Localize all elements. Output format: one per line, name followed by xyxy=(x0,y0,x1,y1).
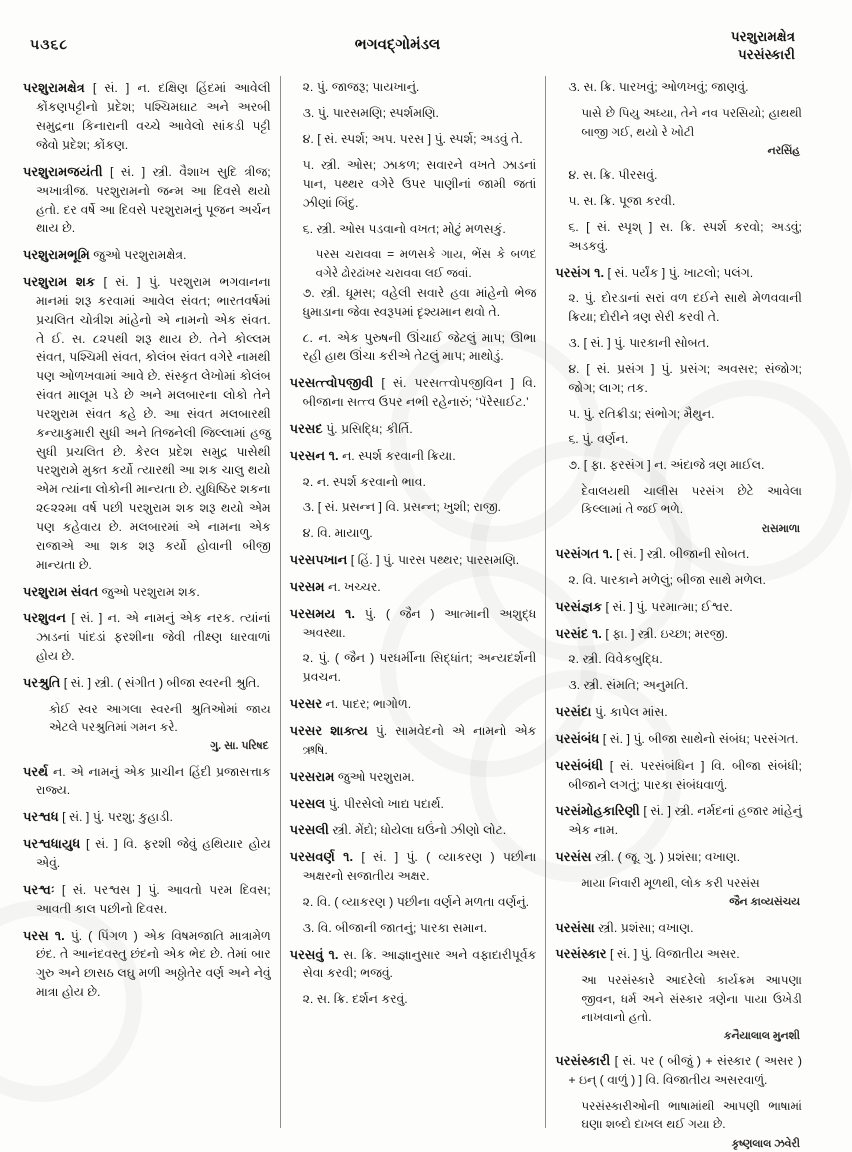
dictionary-entry xyxy=(555,263,802,283)
entry-text: [ સં. પરશ્વસ ] પું. આવતો પરમ દિવસ; આવતી કાલ પછીનો દિવસ. xyxy=(36,882,271,916)
entry-text: ૩. [ સં. પ્રસન્ન ] વિ. પ્રસન્ન; ખુશી; રાજી. xyxy=(302,500,501,515)
sense-item xyxy=(290,284,537,322)
entry-text: ૨. વિ. ( વ્યાકરણ ) પછીના વર્ણને મળતા વર્ણનું. xyxy=(302,894,530,909)
entry-text: કોઈ સ્વર આગલા સ્વરની શ્રુતિઓમાં જાય એટલે પરશ્રુતિમાં ગમન કરે. xyxy=(49,701,271,734)
dictionary-entry xyxy=(555,702,802,722)
citation xyxy=(555,1136,800,1152)
entry-text: પરસંસ્કારીઓની ભાષામાંથી આપણી ભાષામાં ઘણા શબ્દો દાખલ થઈ ગયા છે. xyxy=(581,1099,802,1132)
entry-text: જુઓ પરશુરામ. xyxy=(337,769,415,784)
citation xyxy=(555,521,800,537)
entry-text: જૈન કાવ્યસંચય xyxy=(729,896,800,909)
sense-item xyxy=(555,166,802,185)
headword: પરસંસ્કાર xyxy=(555,946,607,962)
entry-text: [ સં. ] ન. એ નામનું એક નરક. ત્યાંનાં ઝાડનાં પાંદડાં ફરશીના જેવી તીક્ષ્ણ ધારવાળાં હોય છે. xyxy=(36,611,271,664)
headword: પરર્થ xyxy=(23,763,49,779)
dictionary-entry xyxy=(555,624,802,644)
entry-text: પું. ( પિંગળ ) એક વિષમજાતિ માત્રામેળ છંદ. તે આનંદવસ્તુ છંદનો એક ભેદ છે. તેમાં બાર ગુરુ અને છાસઠ લઘુ મળી અઠ્ઠોતેર વર્ણ અને નેવું માત્રા હોય છે. xyxy=(36,928,271,1000)
page-number: ૫૩૬૮ xyxy=(30,36,69,52)
entry-text: [ સં. ] પું. ( વ્યાકરણ ) પછીના અક્ષરનો સજાતીય અક્ષર. xyxy=(302,850,537,884)
entry-text: ૩. સ્ત્રી. સંમતિ; અનુમતિ. xyxy=(568,678,689,693)
headword: પરસદ xyxy=(289,420,323,436)
entry-text: ૩. વિ. બીજાની જાતનું; પારકા સમાન. xyxy=(302,920,488,935)
headword: પરસંસા xyxy=(555,919,595,935)
quote-line xyxy=(23,700,271,736)
headword: પરશ્વધાયુધ xyxy=(23,836,81,852)
sense-item xyxy=(555,218,802,256)
entry-text: [ હિં. ] પું. પારસ પથ્થર; પારસમણિ. xyxy=(350,553,520,568)
entry-text: ન. એ નામનું એક પ્રાચીન હિંદી પ્રજાસત્તાક રાજ્ય. xyxy=(36,764,271,798)
column-1 xyxy=(14,76,280,1128)
citation xyxy=(23,738,269,754)
entry-text: [ સં. ] પું. વિજાતીય અસર. xyxy=(609,947,740,962)
guide-word-first: પરશુરામક્ષેત્ર xyxy=(730,29,795,44)
entry-text: [ સં. પર્યંક ] પું. ખાટલો; પલંગ. xyxy=(607,265,754,280)
entry-text: પું. ( જૈન ) આત્માની અશુદ્ધ અવસ્થા. xyxy=(302,606,537,640)
entry-text: કૃષ્ણલાલ ઝવેરી xyxy=(731,1137,800,1150)
dictionary-entry xyxy=(23,926,271,1002)
headword: પરસપખાન xyxy=(289,552,348,568)
entry-text: [ સં. ] ન. દક્ષિણ હિંદમાં આવેલી કોંકણપટ્ટીનો પ્રદેશ; પશ્ચિમઘાટ અને અરબી સમુદ્રના કિનારાની વચ્ચે આવેલો સાંકડી પટ્ટી જેવો પ્રદેશ; કોંકણ. xyxy=(36,81,271,152)
entry-text: ૩. સ. ક્રિ. પારખવું; ઓળખવું; જાણવું. xyxy=(568,80,749,95)
entry-text: પું. કાપેલ માંસ. xyxy=(594,705,668,720)
entry-text: ૬. પું. વર્ણન. xyxy=(568,432,629,447)
entry-text: [ સં. ] પું. બીજા સાથેનો સંબંધ; પરસંગત. xyxy=(602,731,799,746)
headword: પરસવું ૧. xyxy=(289,946,339,962)
dictionary-entry xyxy=(290,446,537,466)
dictionary-entry xyxy=(555,847,802,867)
entry-text: [ સં. પરસત્ત્વોપજીવિન ] વિ. બીજાના સત્ત્વ ઉપર નભી રહેનારું; ‘પૅરેસાઈટ.’ xyxy=(302,376,537,410)
quote-line xyxy=(555,971,802,1026)
entry-text: ગુ. સા. પરિષદ xyxy=(210,740,269,753)
sense-item xyxy=(290,498,537,517)
dictionary-entry xyxy=(290,419,537,439)
dictionary-entry xyxy=(555,756,802,795)
columns xyxy=(14,76,811,1150)
headword: પરશ્વધ xyxy=(23,809,59,825)
sense-item xyxy=(290,156,537,213)
headword: પરસંજ્ઞક xyxy=(555,598,603,614)
sense-item xyxy=(555,676,802,695)
entry-text: ૭. સ્ત્રી. ધૂમસ; વહેલી સવારે હવા માંહેનો ભેજ ધુમાડાના જેવા સ્વરૂપમાં દૃશ્યમાન થવો તે. xyxy=(302,285,537,319)
entry-text: [ સં. પર ( બીજું ) + સંસ્કાર ( અસર ) + ઇન્ ( વાળું ) ] વિ. વિજાતીય અસરવાળું. xyxy=(568,1054,802,1088)
entry-text: ૩. પું. પારસમણિ; સ્પર્શમણિ. xyxy=(302,106,440,121)
sense-item xyxy=(290,524,537,543)
dictionary-entry xyxy=(290,721,537,760)
quote-line xyxy=(555,104,802,140)
entry-text: પું. પ્રસિદ્ધિ; કીર્તિ. xyxy=(326,421,413,436)
headword: પરસત્ત્વોપજીવી xyxy=(289,375,374,391)
entry-text: પાસે છે પિયુ અધ્યા, તેને નવ પરસિયો; હાથથી બાજી ગઈ, થયો રે ખોટી xyxy=(581,106,802,139)
entry-text: ૭. [ ફા. ફરસંગ ] ન. અંદાજે ત્રણ માઈલ. xyxy=(568,458,765,473)
dictionary-entry xyxy=(555,944,802,964)
entry-text: સ્ત્રી. મેંદો; ધોયેલા ઘઉંનો ઝીણો લોટ. xyxy=(332,823,507,838)
headword: પરસર xyxy=(289,696,323,712)
headword: પરસમય ૧. xyxy=(289,605,356,621)
dictionary-entry xyxy=(290,550,537,570)
entry-text: ૬. સ્ત્રી. ઓસ પડવાનો વખત; મોટું મળસકું. xyxy=(302,221,506,236)
dictionary-entry xyxy=(290,945,537,984)
entry-text: [ સં. ] સ્ત્રી. બીજાની સોબત. xyxy=(616,547,750,561)
entry-text: જુઓ પરશુરામક્ષેત્ર. xyxy=(93,248,187,263)
quote-line xyxy=(555,874,802,892)
entry-text: ન. ખચ્ચર. xyxy=(327,579,381,594)
entry-text: ૨. ન. સ્પર્શ કરવાનો ભાવ. xyxy=(302,474,426,489)
sense-item xyxy=(290,990,537,1009)
sense-item xyxy=(555,650,802,669)
entry-text: ૫. સ. ક્રિ. પૂજા કરવી. xyxy=(568,194,676,208)
citation xyxy=(555,894,800,910)
dictionary-entry xyxy=(23,608,271,666)
sense-item xyxy=(555,360,802,398)
sense-item xyxy=(290,78,537,97)
entry-text: ૪. વિ. માયાળુ. xyxy=(302,526,373,541)
dictionary-entry xyxy=(23,807,271,827)
headword: પરસંબંધ xyxy=(555,730,600,746)
sense-item xyxy=(555,405,802,424)
guide-word-last: પરસંસ્કારી xyxy=(737,47,795,63)
entry-text: [ સં. ] પું. પરમાત્મા; ઈશ્વર. xyxy=(605,599,733,614)
headword: પરશુરામભૂમિ xyxy=(23,247,90,263)
dictionary-entry xyxy=(290,694,537,714)
dictionary-entry xyxy=(23,834,271,873)
sense-item xyxy=(290,130,537,149)
citation xyxy=(555,143,800,159)
dictionary-entry xyxy=(290,820,537,840)
sense-item xyxy=(555,430,802,449)
dictionary-entry xyxy=(555,729,802,749)
dictionary-entry xyxy=(555,801,802,840)
headword: પરસરામ xyxy=(289,768,335,784)
dictionary-entry xyxy=(290,767,537,787)
dictionary-entry xyxy=(290,794,537,814)
dictionary-entry xyxy=(555,597,802,617)
entry-text: નરસિંહ xyxy=(767,144,800,157)
quote-line xyxy=(290,245,537,281)
entry-text: ૫. સ્ત્રી. ઓસ; ઝાકળ; સવારને વખતે ઝાડનાં પાન, પથ્થર વગેરે ઉપર પાણીનાં જામી જતાં ઝીણાં બિંદુ. xyxy=(302,157,537,210)
headword: પરશ્વઃ xyxy=(23,881,55,897)
dictionary-entry xyxy=(290,577,537,597)
sense-item xyxy=(290,220,537,239)
entry-text: ૨. પું. દોરડાનાં સરાં વળ દઈને સાથે મેળવવાની ક્રિયા; દોરીને ત્રણ સેરી કરવી તે. xyxy=(568,291,802,325)
entry-text: ૪. સ. ક્રિ. પીરસવું. xyxy=(568,168,658,183)
entry-text: ૨. વિ. પારકાને મળેલું; બીજા સાથે મળેલ. xyxy=(568,572,766,587)
guide-words xyxy=(645,28,795,64)
entry-text: ૪. [ સં. પ્રસંગ ] પું. પ્રસંગ; અવસર; સંજોગ; જોગ; લાગ; તક. xyxy=(568,361,802,395)
dictionary-entry xyxy=(23,78,271,154)
sense-item xyxy=(290,649,537,687)
entry-text: આ પરસંસ્કારે આદરેલો કાર્યક્રમ આપણા જીવન, ધર્મ અને સંસ્કાર ત્રણેના પાયા ઉખેડી નાખવાનો હતો. xyxy=(581,973,802,1024)
sense-item xyxy=(555,456,802,475)
entry-text: [ સં. ] પું. પરશુ; કુહાડી. xyxy=(62,810,173,825)
entry-text: ૪. [ સં. સ્પર્શ; અપ. પરસ ] પું. સ્પર્શ; અડવું તે. xyxy=(302,132,523,147)
headword: પરશુરામ સંવત xyxy=(23,583,99,599)
entry-text: કનૈયાલાલ મુનશી xyxy=(723,1030,800,1042)
book-title: ભગવદ્ગોમંડલ xyxy=(354,36,441,53)
entry-text: [ સં. ] સ્ત્રી. નર્મદનાં હજાર માંહેનું એક નામ. xyxy=(568,804,802,838)
entry-text: ૩. [ સં. ] પું. પારકાની સોબત. xyxy=(568,336,710,351)
entry-text: પરસ ચરાવવા = મળસકે ગાય, ભેંસ કે બળદ વગેરે ઢોરઢાંખર ચરાવવા લઈ જવાં. xyxy=(315,247,537,280)
sense-item xyxy=(555,571,802,590)
quote-line xyxy=(555,1097,802,1133)
entry-text: ન. પાદર; ભાગોળ. xyxy=(325,697,412,712)
entry-text: પું. પીરસેલો ખાદ્ય પદાર્થ. xyxy=(328,796,444,811)
entry-text: ૨. સ્ત્રી. વિવેકબુદ્ધિ. xyxy=(568,652,663,667)
column-3 xyxy=(545,76,811,1150)
headword: પરસંસ xyxy=(555,849,592,865)
entry-text: [ સં. ] પું. પરશુરામ ભગવાનના માનમાં શરૂ કરવામાં આવેલ સંવત; ભારતવર્ષમાં પ્રચલિત ચોત્રીશ માંહેનો એ નામનો એક સંવત. તે ઈ. સ. ૮૨૫થી શરૂ થાય છે. તેને કોલ્લમ સંવત, પશ્ચિમી સંવત, કોલંબ સંવત વગેરે નામથી પણ ઓળખવામાં આવે છે. સંસ્કૃત લેખોમાં કોલંબ સંવત માલૂમ પડે છે અને મલબારના લોકો તેને પરશુરામ સંવત કહે છે. આ સંવત મલબારથી કન્યાકુમારી સુધી અને તિજનેલી જિલ્લામાં હજુ સુધી પ્રચલિત છે. કેરલ પ્રદેશ સમુદ્ર પાસેથી પરશુરામે મુક્ત કર્યો ત્યારથી આ શક ચાલુ થયો એમ ત્યાંના લોકોની માન્યતા છે. યુધિષ્ઠિર શકના ૨૯૨૨મા વર્ષ પછી પરશુરામ શક શરૂ થયો એમ પણ કહેવાય છે. મલબારમાં એ નામના એક રાજાએ આ શક શરૂ કર્યો હોવાની બીજી માન્યતા છે. xyxy=(36,275,271,572)
entry-text: સ્ત્રી. પ્રશંસા; વખાણ. xyxy=(598,920,694,935)
page-header xyxy=(14,22,811,66)
dictionary-entry xyxy=(23,245,271,265)
dictionary-entry xyxy=(555,544,802,564)
entry-text: [ સં. ] સ્ત્રી. વૈશાખ સુદિ ત્રીજ; અખાત્રીજ. પરશુરામનો જન્મ આ દિવસે થયો હતો. દર વર્ષે આ દિવસે પરશુરામનું પૂજન અર્ચન થાય છે. xyxy=(36,164,271,236)
entry-text: દેવાલયથી ચાલીસ પરસંગ છેટે આવેલા કિલ્લામાં તે જઈ ભળે. xyxy=(581,484,802,517)
sense-item xyxy=(555,289,802,327)
entry-text: પું. સામવેદનો એ નામનો એક ઋષિ. xyxy=(302,724,537,757)
entry-text: ન. સ્પર્શ કરવાની ક્રિયા. xyxy=(342,448,456,463)
dictionary-entry xyxy=(290,604,537,643)
headword: પરશુરામજયંતી xyxy=(23,163,103,179)
headword: પરસંગ ૧. xyxy=(555,264,605,280)
sense-item xyxy=(290,893,537,912)
headword: પરસંમોહકારિણી xyxy=(555,803,640,819)
entry-text: માયા નિવારી મૂળથી, લોક કરી પરસંસ xyxy=(581,875,760,890)
dictionary-entry xyxy=(23,673,271,693)
headword: પરશુવન xyxy=(23,610,66,626)
entry-text: રાસમાળા xyxy=(761,522,800,535)
dictionary-entry xyxy=(23,162,271,238)
entry-text: ૨. પું. ( જૈન ) પરધર્મીના સિદ્ધાંત; અન્યદર્શની પ્રવચન. xyxy=(302,651,537,685)
entry-text: ૨. પું. જાજરૂ; પાયખાનું. xyxy=(302,80,420,95)
sense-item xyxy=(290,329,537,367)
sense-item xyxy=(555,192,802,211)
headword: પરશુરામક્ષેત્ર xyxy=(23,80,85,96)
headword: પરસંદ ૧. xyxy=(555,625,602,641)
entry-text: જુઓ પરશુરામ શક. xyxy=(101,584,200,599)
citation xyxy=(555,1028,800,1044)
sense-item xyxy=(555,334,802,353)
headword: પરસંદા xyxy=(555,704,592,720)
column-2 xyxy=(280,76,546,1128)
headword: પરસલ xyxy=(289,795,326,811)
dictionary-entry xyxy=(23,272,271,575)
dictionary-entry xyxy=(23,880,271,919)
entry-text: ૮. ન. એક પુરુષની ઊંચાઈ જેટલું માપ; ઊભા રહી હાથ ઊંચા કરીએ તેટલું માપ; માથોડું. xyxy=(302,330,537,364)
entry-text: સ્ત્રી. ( જૂ. ગુ. ) પ્રશંસા; વખાણ. xyxy=(594,850,741,865)
entry-text: [ સં. ] વિ. ફરશી જેવું હથિયાર હોય એવું. xyxy=(36,837,271,870)
quote-line xyxy=(555,482,802,518)
entry-text: ૫. પું. રતિક્રીડા; સંભોગ; મૈથુન. xyxy=(568,406,715,421)
headword: પરસમ xyxy=(289,578,325,594)
headword: પરશુરામ શક xyxy=(23,274,96,290)
dictionary-entry xyxy=(555,918,802,938)
headword: પરસંગત ૧. xyxy=(555,546,613,561)
entry-text: ૨. સ. ક્રિ. દર્શન કરવું. xyxy=(302,992,408,1007)
sense-item xyxy=(290,919,537,938)
sense-item xyxy=(555,78,802,97)
headword: પરસ ૧. xyxy=(23,927,65,943)
dictionary-entry xyxy=(23,582,271,602)
dictionary-entry xyxy=(555,1051,802,1090)
entry-text: [ સં. ] સ્ત્રી. ( સંગીત ) બીજા સ્વરની શ્રુતિ. xyxy=(63,675,260,690)
headword: પરસલી xyxy=(289,822,329,838)
headword: પરસંસ્કારી xyxy=(555,1053,611,1069)
dictionary-entry xyxy=(23,762,271,801)
headword: પરશ્રુતિ xyxy=(23,674,61,690)
dictionary-entry xyxy=(290,373,537,412)
entry-text: [ સં. પરસંબંધિન ] વિ. બીજા સંબંધી; બીજાને લગતું; પારકા સંબંધવાળું. xyxy=(568,758,802,792)
sense-item xyxy=(290,473,537,492)
entry-text: [ ફા. ] સ્ત્રી. ઇચ્છા; મરજી. xyxy=(605,626,728,641)
entry-text: ૬. [ સં. સ્પૃશ્ ] સ. ક્રિ. સ્પર્શ કરવો; અડવું; અડકવું. xyxy=(568,219,802,253)
sense-item xyxy=(290,104,537,123)
headword: પરસંબંધી xyxy=(555,757,603,773)
headword: પરસવર્ણ ૧. xyxy=(289,849,354,865)
headword: પરસન ૧. xyxy=(289,447,339,463)
headword: પરસર શાક્ત્ય xyxy=(289,723,368,738)
dictionary-entry xyxy=(290,847,537,886)
entry-text: સ. ક્રિ. આજ્ઞાનુસાર અને વફાદારીપૂર્વક સેવા કરવી; ભજવું. xyxy=(302,947,537,981)
